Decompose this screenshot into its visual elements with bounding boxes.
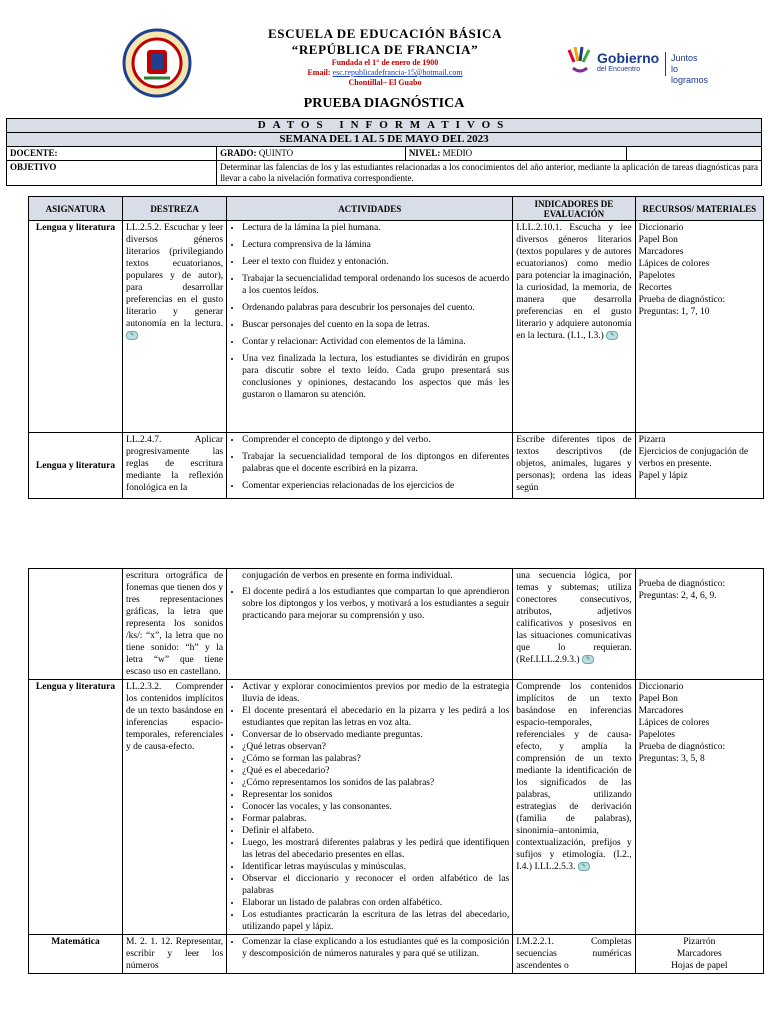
actividades-cell: conjugación de verbos en presente en forma individual. • El docente pedirá a los estudiantes que compartan lo que aprendieron sobre los diptongos y los verbos, y motivará a los estudiantes a seguir practicando para mejorar su comprensión y uso. bbox=[227, 569, 513, 680]
list-item: • Buscar personajes del cuento en la sopa de letras. bbox=[242, 319, 509, 331]
gov-logo-subtext: del Encuentro bbox=[597, 66, 641, 73]
recursos-cell: Prueba de diagnóstico: Preguntas: 2, 4, 6, 9. bbox=[635, 569, 763, 680]
list-item: • Comentar experiencias relacionadas de los ejercicios de bbox=[242, 480, 509, 492]
comment-icon[interactable]: ✎ bbox=[606, 331, 618, 340]
indicadores-cell: Comprende los contenidos implícitos de un texto basándose en inferencias espacio-temporales, referenciales y de causa-efecto, y amplía la comprensión de un texto mediante la identificación de los significados de las palabras, utilizando estrategias de derivación (familia de palabras), sinonimia–antonimia, contextualización, prefijos y sufijos y etimología. (I.2., I.4.) I.LL.2.5.3. ✎ bbox=[513, 680, 635, 935]
school-name: ESCUELA DE EDUCACIÓN BÁSICA bbox=[268, 26, 502, 41]
col-destreza: DESTREZA bbox=[123, 197, 227, 221]
list-item: • Trabajar la secuencialidad temporal de los diptongos en diferentes palabras que el docente escribirá en la pizarra. bbox=[242, 451, 509, 475]
list-item: • El docente pedirá a los estudiantes que compartan lo que aprendieron sobre los diptongos y los verbos, y motivará a los estudiantes a seguir practicando para mejorar su comprensión y uso. bbox=[242, 586, 509, 622]
table-row bbox=[29, 935, 764, 974]
semana-heading: SEMANA DEL 1 AL 5 DE MAYO DEL 2023 bbox=[7, 133, 762, 147]
table-row bbox=[29, 680, 764, 935]
list-item: • Trabajar la secuencialidad temporal ordenando los sucesos de acuerdo a los cuentos leídos. bbox=[242, 273, 509, 297]
page-2 bbox=[0, 568, 768, 1024]
founded-text: Fundada el 1° de enero de 1900 bbox=[331, 58, 439, 67]
school-quote: “REPÚBLICA DE FRANCIA” bbox=[291, 42, 479, 57]
comment-icon[interactable]: ✎ bbox=[582, 655, 594, 664]
objetivo-value: Determinar las falencias de los y las estudiantes relacionadas a los conocimientos del año anterior, mediante la aplicación de tareas diagnósticas para llevar a cabo la nivelación formativa correspondiente. bbox=[217, 161, 762, 186]
email-line: Email: esc.republicadefrancia-15@hotmail.com bbox=[307, 68, 463, 77]
list-item: • Comenzar la clase explicando a los estudiantes qué es la composición y descomposición de números naturales y para qué se utilizan. bbox=[242, 936, 509, 960]
list-item: • Formar palabras. bbox=[242, 813, 509, 825]
destreza-cell: LL.2.4.7. Aplicar progresivamente las reglas de escritura mediante la reflexión fonológica en la bbox=[123, 433, 227, 499]
destreza-cell: LL.2.5.2. Escuchar y leer diversos géneros literarios (privilegiando textos ecuatorianos, populares y de autor), para desarrollar preferencias en el gusto literario y generar autonomía en la lectura. ✎ bbox=[123, 221, 227, 433]
info-blank bbox=[626, 147, 761, 161]
list-item: • Comprender el concepto de diptongo y del verbo. bbox=[242, 434, 509, 446]
list-item: • Los estudiantes practicarán la escritura de las letras del abecedario, utilizando papel y lápiz. bbox=[242, 909, 509, 933]
indicadores-cell: Escribe diferentes tipos de textos descriptivos (de objetos, animales, lugares y personas); ordena las ideas según bbox=[513, 433, 635, 499]
list-item: • El docente presentará el abecedario en la pizarra y les pedirá a los estudiantes que repitan las letras en voz alta. bbox=[242, 705, 509, 729]
recursos-cell: Diccionario Papel Bon Marcadores Lápices de colores Papelotes Recortes Prueba de diagnóstico: Preguntas: 1, 7, 10 bbox=[635, 221, 763, 433]
list-item: • ¿Cómo representamos los sonidos de las palabras? bbox=[242, 777, 509, 789]
list-item: • ¿Qué letras observan? bbox=[242, 741, 509, 753]
list-item: • Conocer las vocales, y las consonantes. bbox=[242, 801, 509, 813]
planning-table-2 bbox=[28, 568, 764, 974]
document-title: PRUEBA DIAGNÓSTICA bbox=[303, 96, 465, 111]
gov-divider bbox=[665, 52, 666, 76]
location-text: Chontillal– El Guabo bbox=[348, 78, 422, 87]
col-indicadores: INDICADORES DE EVALUACIÓN bbox=[513, 197, 635, 221]
datos-heading: DATOS INFORMATIVOS bbox=[7, 119, 762, 133]
objetivo-label: OBJETIVO bbox=[7, 161, 217, 186]
asignatura-cell: Lengua y literatura bbox=[29, 433, 123, 499]
gobierno-mark-icon bbox=[565, 44, 595, 78]
asignatura-cell: Matemática bbox=[29, 935, 123, 974]
actividades-cell bbox=[227, 221, 513, 433]
asignatura-cell: Lengua y literatura bbox=[29, 680, 123, 935]
indicadores-cell: I.M.2.2.1. Completas secuencias numéricas ascendentes o bbox=[513, 935, 635, 974]
comment-icon[interactable]: ✎ bbox=[126, 331, 138, 340]
email-link[interactable]: esc.republicadefrancia-15@hotmail.com bbox=[332, 68, 463, 77]
docente-label: DOCENTE: bbox=[7, 147, 217, 161]
col-asignatura: ASIGNATURA bbox=[29, 197, 123, 221]
list-item: • Activar y explorar conocimientos previos por medio de la estrategia lluvia de ideas. bbox=[242, 681, 509, 705]
table-row bbox=[29, 221, 764, 433]
recursos-cell: Pizarra Ejercicios de conjugación de verbos en presente. Papel y lápiz bbox=[635, 433, 763, 499]
actividades-cell bbox=[227, 433, 513, 499]
table-row bbox=[29, 569, 764, 680]
recursos-cell: Pizarrón Marcadores Hojas de papel bbox=[635, 935, 763, 974]
list-item: • Una vez finalizada la lectura, los estudiantes se dividirán en grupos para discutir sobre el texto leído. Cada grupo presentará sus conclusiones y opiniones, destacando los aspectos que más les gustaron o llamaron su atención. bbox=[242, 353, 509, 401]
list-item: • Lectura de la lámina la piel humana. bbox=[242, 222, 509, 234]
nivel-cell: NIVEL: MEDIO bbox=[405, 147, 626, 161]
page-gap bbox=[0, 510, 768, 568]
list-item: • Observar el diccionario y reconocer el orden alfabético de las palabras bbox=[242, 873, 509, 897]
list-item: • Identificar letras mayúsculas y minúsculas. bbox=[242, 861, 509, 873]
col-recursos: RECURSOS/ MATERIALES bbox=[635, 197, 763, 221]
info-table bbox=[6, 118, 762, 186]
list-item: • Definir el alfabeto. bbox=[242, 825, 509, 837]
school-seal-icon bbox=[122, 28, 192, 98]
table-row bbox=[29, 433, 764, 499]
destreza-cell: LL.2.3.2. Comprender los contenidos implícitos de un texto basándose en inferencias espacio-temporales, referenciales y de causa-efecto. bbox=[123, 680, 227, 935]
destreza-cell: escritura ortográfica de fonemas que tienen dos y tres representaciones gráficas, la letra que representa los sonidos /ks/: “x”, la letra que no tiene sonido: “h” y la letra “w” que tiene escaso uso en castellano. bbox=[123, 569, 227, 680]
comment-icon[interactable]: ✎ bbox=[578, 862, 590, 871]
asignatura-cell: Lengua y literatura bbox=[29, 221, 123, 433]
list-item: • Ordenando palabras para descubrir los personajes del cuento. bbox=[242, 302, 509, 314]
page-1 bbox=[0, 0, 768, 510]
gov-slogan: Juntos lo logramos bbox=[671, 53, 709, 85]
actividades-cell bbox=[227, 935, 513, 974]
indicadores-cell: una secuencia lógica, por temas y subtemas; utiliza conectores consecutivos, atributos, adjetivos calificativos y posesivos en las situaciones comunicativas que lo requieran. (Ref.I.LL.2.9.3.) ✎ bbox=[513, 569, 635, 680]
actividades-cell bbox=[227, 680, 513, 935]
list-item: • Leer el texto con fluidez y entonación. bbox=[242, 256, 509, 268]
list-item: • Contar y relacionar: Actividad con elementos de la lámina. bbox=[242, 336, 509, 348]
asignatura-cell bbox=[29, 569, 123, 680]
recursos-cell: Diccionario Papel Bon Marcadores Lápices de colores Papelotes Prueba de diagnóstico: Preguntas: 3, 5, 8 bbox=[635, 680, 763, 935]
gobierno-logo-icon bbox=[565, 42, 715, 85]
list-item: • Lectura comprensiva de la lámina bbox=[242, 239, 509, 251]
list-item: • ¿Cómo se forman las palabras? bbox=[242, 753, 509, 765]
col-actividades: ACTIVIDADES bbox=[227, 197, 513, 221]
indicadores-cell: I.LL.2.10.1. Escucha y lee diversos géneros literarios (textos populares y de autores ecuatorianos) como medio para potenciar la imaginación, la curiosidad, la memoria, de manera que desarrolla preferencias en el gusto literario y adquiere autonomía en la lectura. (I.1., I.3.) ✎ bbox=[513, 221, 635, 433]
list-item: • Representar los sonidos bbox=[242, 789, 509, 801]
gov-logo-text: Gobierno bbox=[597, 50, 660, 66]
destreza-cell: M. 2. 1. 12. Representar, escribir y leer los números bbox=[123, 935, 227, 974]
list-item: • Luego, les mostrará diferentes palabras y les pedirá que identifiquen las letras del abecedario presentes en ellas. bbox=[242, 837, 509, 861]
school-heading bbox=[220, 26, 550, 88]
grado-cell: GRADO: QUINTO bbox=[217, 147, 406, 161]
list-item: • Elaborar un listado de palabras con orden alfabético. bbox=[242, 897, 509, 909]
list-item: • ¿Qué es el abecedario? bbox=[242, 765, 509, 777]
planning-table-1 bbox=[28, 196, 764, 499]
list-item: • Conversar de lo observado mediante preguntas. bbox=[242, 729, 509, 741]
